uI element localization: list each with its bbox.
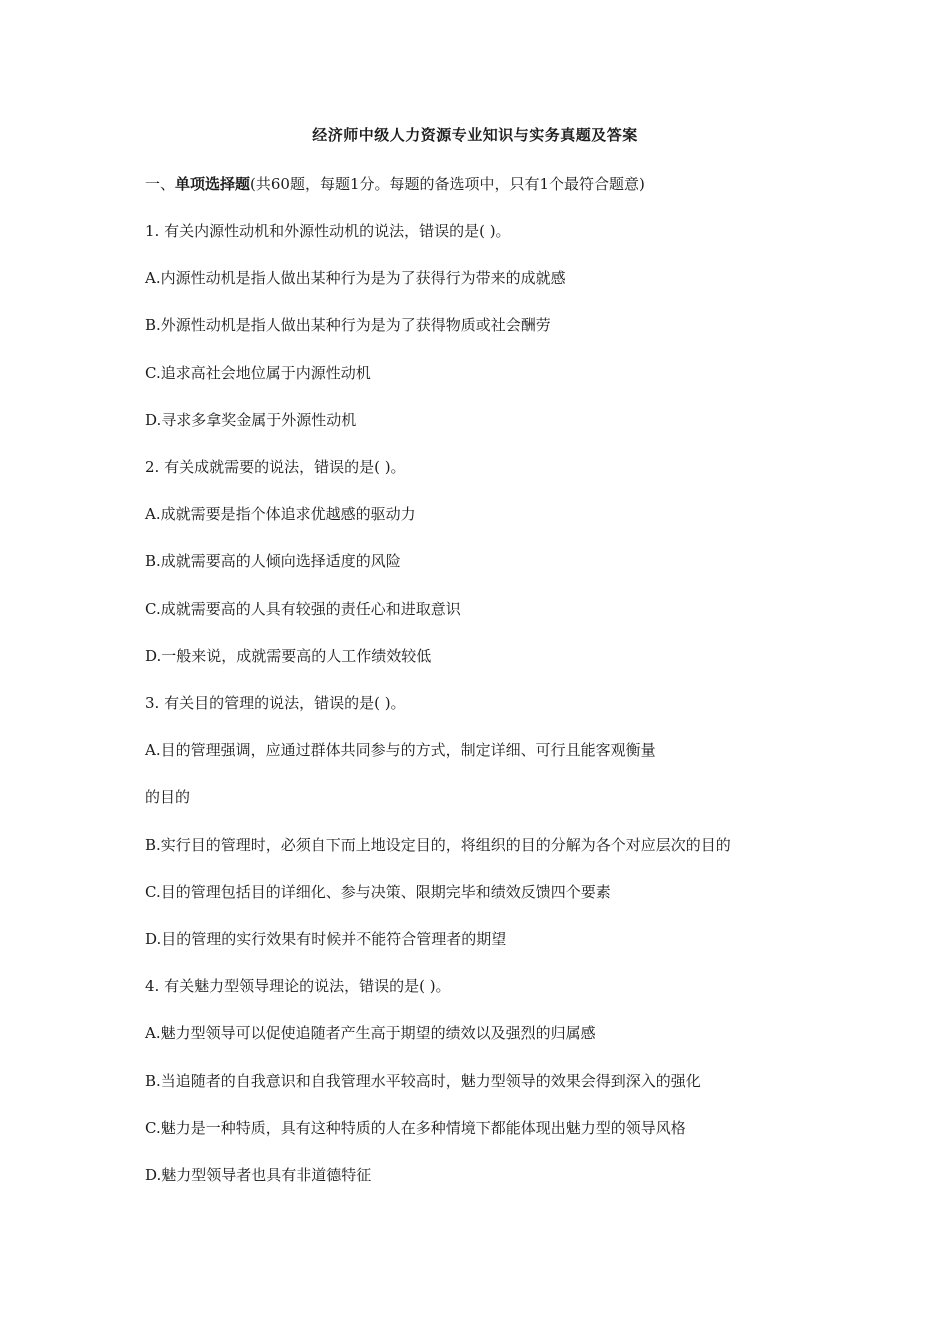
section-number: 一、 (145, 175, 176, 193)
question-option: D.一般来说，成就需要高的人工作绩效较低 (145, 647, 432, 665)
question-stem: 1. 有关内源性动机和外源性动机的说法，错误的是( )。 (145, 222, 511, 240)
question-option: D.魅力型领导者也具有非道德特征 (145, 1166, 372, 1184)
question-option: B.实行目的管理时，必须自下而上地设定目的，将组织的目的分解为各个对应层次的目的 (145, 836, 731, 854)
question-option: A.内源性动机是指人做出某种行为是为了获得行为带来的成就感 (145, 269, 566, 287)
document-title: 经济师中级人力资源专业知识与实务真题及答案 (312, 126, 638, 144)
question-option: C.魅力是一种特质，具有这种特质的人在多种情境下都能体现出魅力型的领导风格 (145, 1119, 686, 1137)
question-option: A.目的管理强调，应通过群体共同参与的方式，制定详细、可行且能客观衡量 (145, 741, 656, 759)
question-option: C.成就需要高的人具有较强的责任心和进取意识 (145, 600, 461, 618)
question-stem: 3. 有关目的管理的说法，错误的是( )。 (145, 694, 406, 712)
question-option: A.成就需要是指个体追求优越感的驱动力 (145, 505, 416, 523)
question-stem: 2. 有关成就需要的说法，错误的是( )。 (145, 458, 406, 476)
question-option: D.目的管理的实行效果有时候并不能符合管理者的期望 (145, 930, 507, 948)
question-option-continuation: 的目的 (145, 788, 191, 806)
section-title: 单项选择题 (175, 175, 251, 193)
section-heading (145, 174, 645, 194)
question-option: C.追求高社会地位属于内源性动机 (145, 364, 371, 382)
question-option: B.当追随者的自我意识和自我管理水平较高时，魅力型领导的效果会得到深入的强化 (145, 1072, 701, 1090)
question-option: B.成就需要高的人倾向选择适度的风险 (145, 552, 401, 570)
section-note: (共60题，每题1分。每题的备选项中，只有1个最符合题意) (250, 175, 645, 193)
question-option: A.魅力型领导可以促使追随者产生高于期望的绩效以及强烈的归属感 (145, 1024, 596, 1042)
question-stem: 4. 有关魅力型领导理论的说法，错误的是( )。 (145, 977, 451, 995)
question-option: D.寻求多拿奖金属于外源性动机 (145, 411, 357, 429)
question-option: C.目的管理包括目的详细化、参与决策、限期完毕和绩效反馈四个要素 (145, 883, 611, 901)
question-option: B.外源性动机是指人做出某种行为是为了获得物质或社会酬劳 (145, 316, 551, 334)
